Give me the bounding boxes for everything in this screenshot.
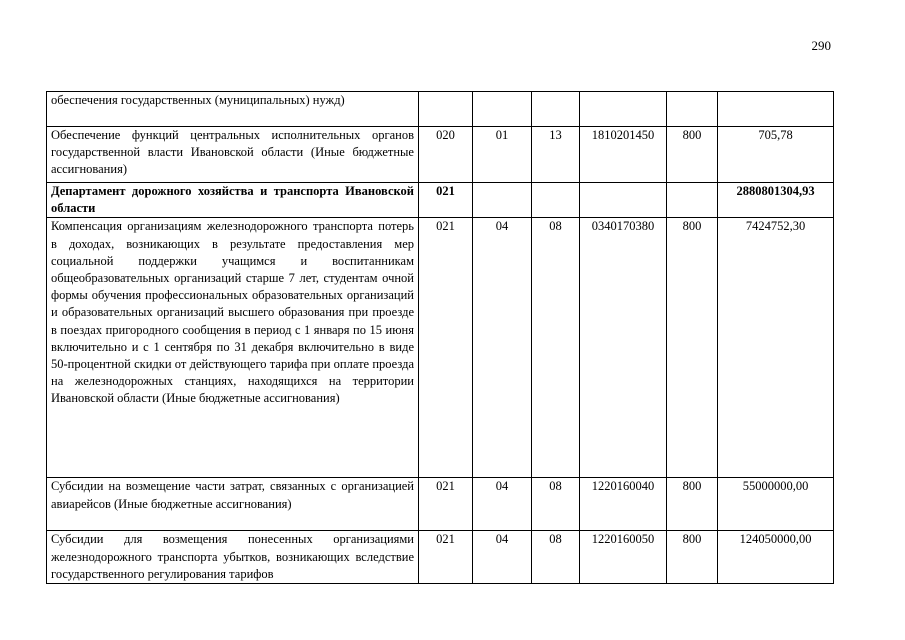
table-row [47,218,834,478]
row-name: Субсидии на возмещение части затрат, связанных с организацией авиарейсов (Иные бюджетные ассигнования) [47,478,419,531]
expense-type-code: 800 [667,531,718,584]
ministry-code: 021 [419,183,473,218]
section-code [473,92,532,127]
row-name: Субсидии для возмещения понесенных организациями железнодорожного транспорта убытков, возникающих вследствие государственного регулирования тарифов [47,531,419,584]
amount: 55000000,00 [718,478,834,531]
expense-type-code: 800 [667,478,718,531]
expense-type-code [667,183,718,218]
row-name: обеспечения государственных (муниципальных) нужд) [47,92,419,127]
target-article-code [580,183,667,218]
subsection-code: 13 [532,127,580,183]
ministry-code: 021 [419,531,473,584]
amount: 2880801304,93 [718,183,834,218]
expense-type-code: 800 [667,218,718,478]
amount [718,92,834,127]
table-row [47,92,834,127]
table-row [47,183,834,218]
target-article-code: 1220160040 [580,478,667,531]
amount: 705,78 [718,127,834,183]
expense-type-code [667,92,718,127]
expense-type-code: 800 [667,127,718,183]
target-article-code [580,92,667,127]
table-row [47,127,834,183]
ministry-code [419,92,473,127]
subsection-code: 08 [532,218,580,478]
section-code: 04 [473,531,532,584]
page-number: 290 [811,38,831,53]
target-article-code: 1220160050 [580,531,667,584]
target-article-code: 0340170380 [580,218,667,478]
table-row [47,531,834,584]
row-name: Обеспечение функций центральных исполнительных органов государственной власти Ивановской области (Иные бюджетные ассигнования) [47,127,419,183]
target-article-code: 1810201450 [580,127,667,183]
subsection-code [532,183,580,218]
amount: 124050000,00 [718,531,834,584]
ministry-code: 021 [419,218,473,478]
section-code: 01 [473,127,532,183]
amount: 7424752,30 [718,218,834,478]
ministry-code: 021 [419,478,473,531]
section-code [473,183,532,218]
ministry-code: 020 [419,127,473,183]
budget-table [46,91,834,584]
subsection-code: 08 [532,478,580,531]
table-row [47,478,834,531]
row-name: Департамент дорожного хозяйства и транспорта Ивановской области [47,183,419,218]
subsection-code [532,92,580,127]
row-name: Компенсация организациям железнодорожного транспорта потерь в доходах, возникающих в результате предоставления мер социальной поддержки учащимся и воспитанникам общеобразовательных организаций старше 7 лет, студентам очной формы обучения профессиональных образовательных организаций и образовательных организаций высшего образования при проезде в поездах пригородного сообщения в период с 1 января по 15 июня включительно и с 1 сентября по 31 декабря включительно в виде 50-процентной скидки от действующего тарифа при оплате проезда на железнодорожных станциях, находящихся на территории Ивановской области (Иные бюджетные ассигнования) [47,218,419,478]
section-code: 04 [473,218,532,478]
section-code: 04 [473,478,532,531]
subsection-code: 08 [532,531,580,584]
